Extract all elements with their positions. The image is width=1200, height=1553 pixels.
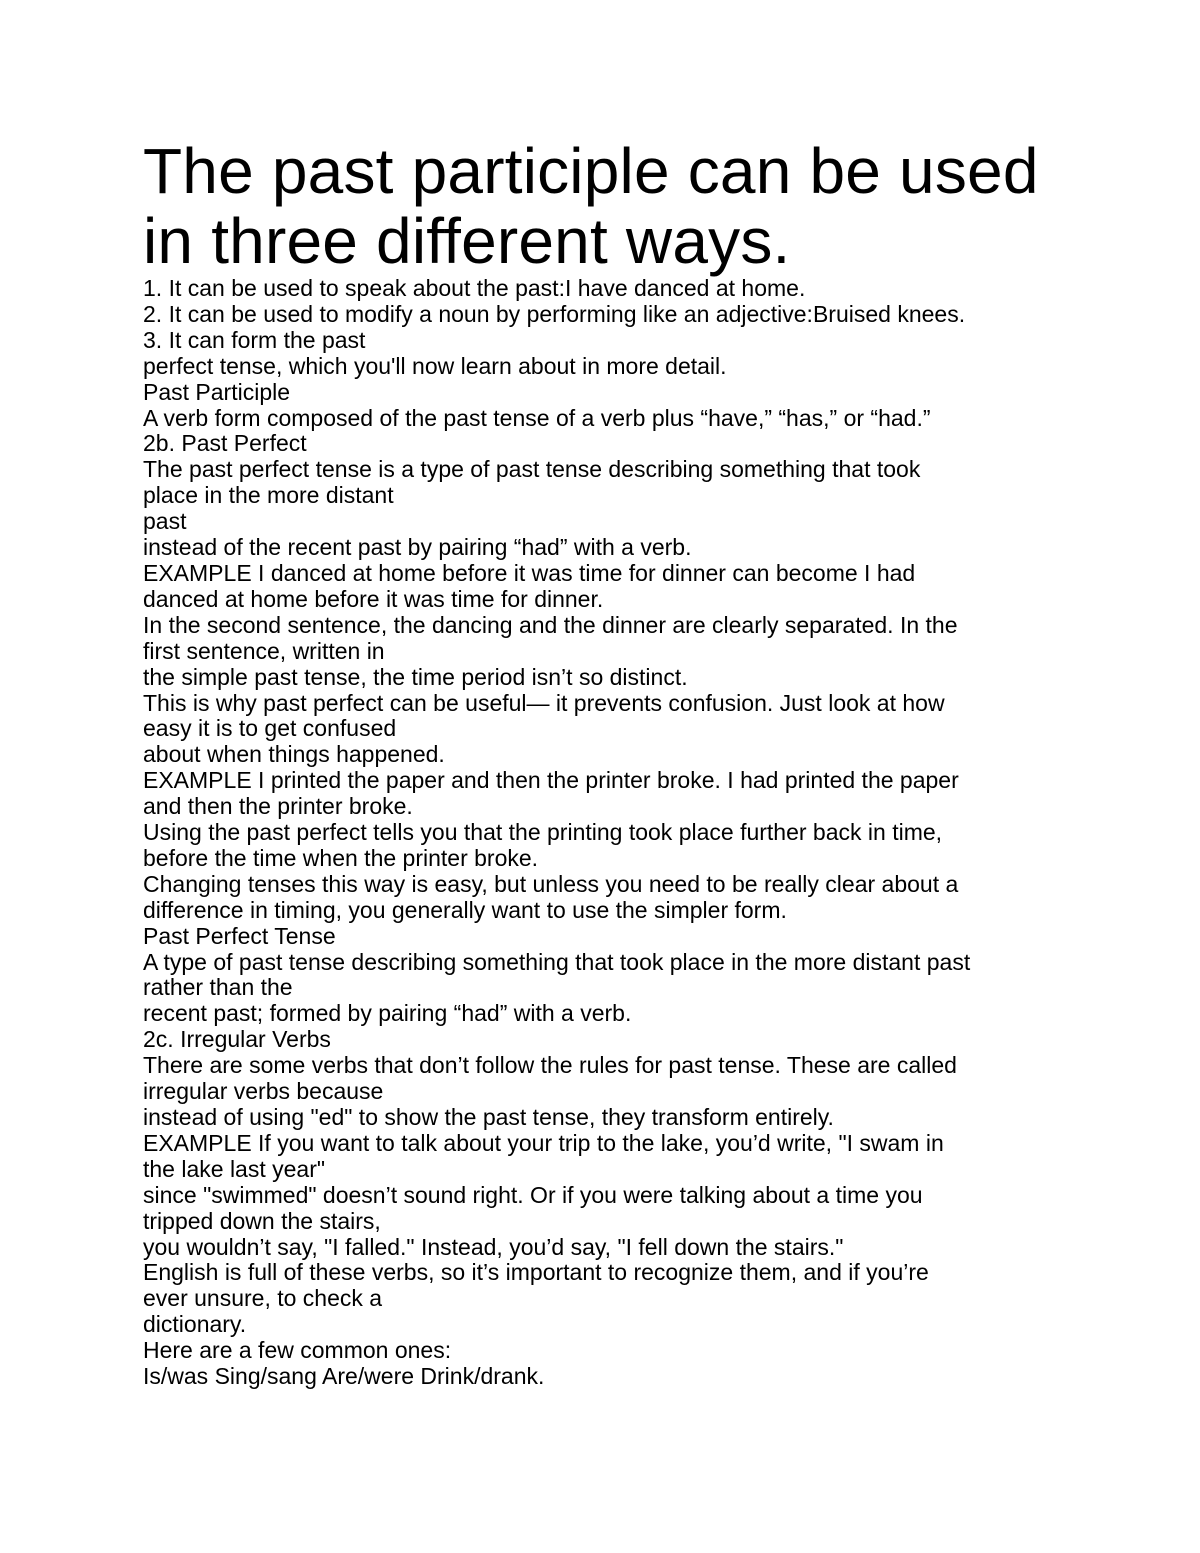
heading-past-participle: Past Participle: [143, 378, 291, 405]
text-line: rather than the: [143, 974, 293, 1001]
text-line: past: [143, 508, 187, 535]
text-line: EXAMPLE If you want to talk about your trip to the lake, you’d write, "I swam in: [143, 1129, 944, 1156]
text-line: ever unsure, to check a: [143, 1285, 383, 1312]
text-line: place in the more distant: [143, 482, 394, 509]
text-line: you wouldn’t say, "I falled." Instead, you’d say, "I fell down the stairs.": [143, 1233, 844, 1260]
text-line: first sentence, written in: [143, 637, 385, 664]
text-line: 3. It can form the past: [143, 326, 366, 353]
text-line: difference in timing, you generally want to use the simpler form.: [143, 896, 787, 923]
heading-past-perfect: 2b. Past Perfect: [143, 430, 307, 457]
text-line: tripped down the stairs,: [143, 1207, 381, 1234]
text-line: Here are a few common ones:: [143, 1337, 452, 1364]
text-line: danced at home before it was time for dinner.: [143, 585, 604, 612]
text-line: easy it is to get confused: [143, 715, 397, 742]
text-line: Using the past perfect tells you that the printing took place further back in time,: [143, 819, 943, 846]
text-line: EXAMPLE I printed the paper and then the printer broke. I had printed the paper: [143, 767, 959, 794]
text-line: 1. It can be used to speak about the past:I have danced at home.: [143, 275, 806, 301]
text-line: Is/was Sing/sang Are/were Drink/drank.: [143, 1363, 545, 1390]
text-line: the simple past tense, the time period isn’t so distinct.: [143, 663, 688, 690]
page-title: [143, 136, 1103, 276]
text-line: There are some verbs that don’t follow the rules for past tense. These are called: [143, 1052, 957, 1079]
text-line: recent past; formed by pairing “had” with a verb.: [143, 1000, 632, 1027]
text-line: A type of past tense describing something that took place in the more distant past: [143, 948, 971, 975]
heading-past-perfect-tense: Past Perfect Tense: [143, 922, 336, 949]
text-line: The past perfect tense is a type of past tense describing something that took: [143, 456, 921, 483]
title-line: in three different ways.: [143, 205, 791, 277]
text-line: This is why past perfect can be useful— it prevents confusion. Just look at how: [143, 689, 945, 716]
heading-irregular-verbs: 2c. Irregular Verbs: [143, 1026, 331, 1053]
text-line: since "swimmed" doesn’t sound right. Or if you were talking about a time you: [143, 1181, 923, 1208]
text-line: about when things happened.: [143, 741, 445, 768]
text-line: English is full of these verbs, so it’s important to recognize them, and if you’re: [143, 1259, 929, 1286]
document-content: [143, 136, 1103, 1390]
text-line: A verb form composed of the past tense of a verb plus “have,” “has,” or “had.”: [143, 404, 931, 431]
text-line: the lake last year": [143, 1155, 326, 1182]
body-text: [143, 276, 1103, 1390]
text-line: irregular verbs because: [143, 1078, 384, 1105]
text-line: dictionary.: [143, 1311, 247, 1338]
text-line: instead of the recent past by pairing “had” with a verb.: [143, 534, 692, 561]
text-line: before the time when the printer broke.: [143, 844, 539, 871]
text-line: Changing tenses this way is easy, but unless you need to be really clear about a: [143, 870, 959, 897]
text-line: 2. It can be used to modify a noun by performing like an adjective:Bruised knees.: [143, 300, 966, 327]
title-line: The past participle can be used: [143, 135, 1039, 207]
text-line: and then the printer broke.: [143, 793, 413, 820]
text-line: In the second sentence, the dancing and the dinner are clearly separated. In the: [143, 611, 958, 638]
text-line: EXAMPLE I danced at home before it was time for dinner can become I had: [143, 559, 916, 586]
text-line: perfect tense, which you'll now learn about in more detail.: [143, 352, 727, 379]
text-line: instead of using "ed" to show the past tense, they transform entirely.: [143, 1104, 834, 1130]
